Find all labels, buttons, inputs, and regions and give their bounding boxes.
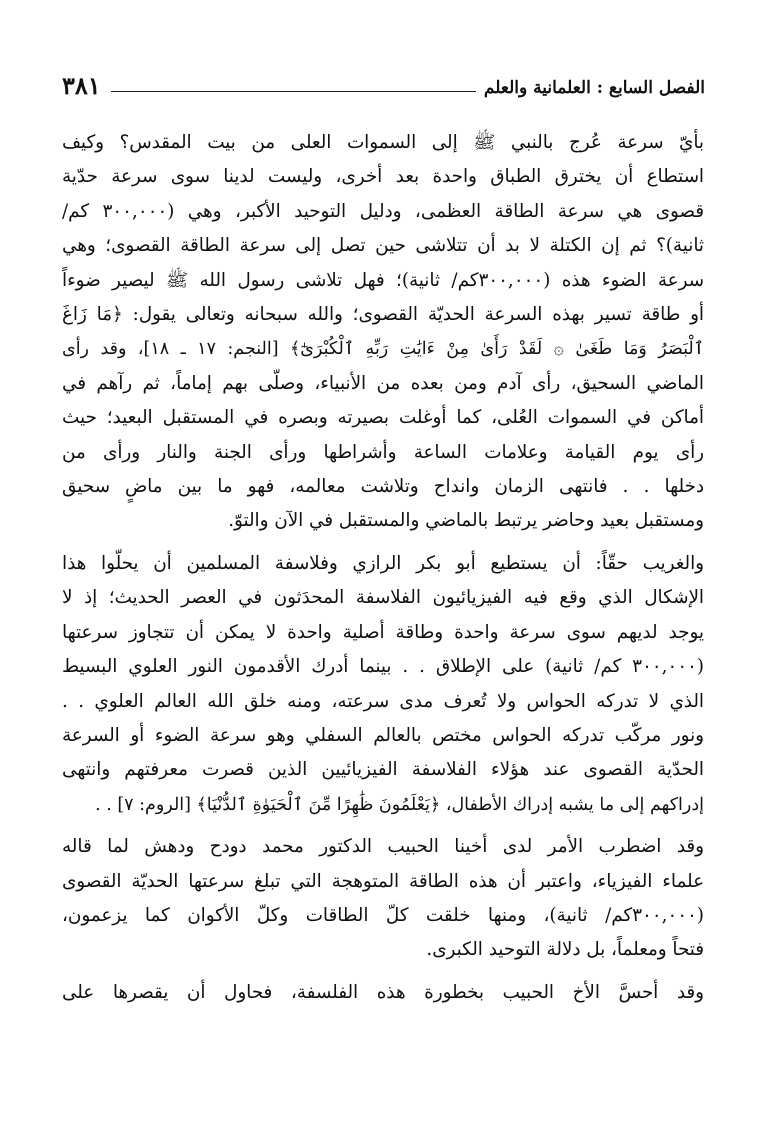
text-line: والغريب حقّاً: أن يستطيع أبو بكر الرازي وفلاسفة المسلمين أن يحلّوا هذا (62, 552, 704, 574)
text-line: وقد أحسَّ الأخ الحبيب بخطورة هذه الفلسفة، فحاول أن يقصرها على (62, 981, 704, 1003)
text-line: دخلها . . فانتهى الزمان وانداح وتلاشت معالمه، فهو ما بين ماضٍ سحيق (62, 476, 704, 498)
text-line: أو طاقة تسير بهذه السرعة الحديّة القصوى؛ والله سبحانه وتعالى يقول: ﴿مَا زَاغَ (62, 304, 704, 326)
text-line: وقد اضطرب الأمر لدى أخينا الحبيب الدكتور محمد دودح ودهش لما قاله (62, 836, 704, 858)
text-line: أماكن في السموات العُلى، كما أوغلت بصيرته وبصره في المستقبل البعيد؛ حيث (62, 407, 704, 429)
text-line: الذي لا تدركه الحواس ولا تُعرف مدى سرعته، ومنه خلق الله العالم العلوي . . (62, 690, 704, 712)
text-line: رأى يوم القيامة وعلامات الساعة وأشراطها ورأى الجنة والنار ورأى من (62, 441, 704, 463)
quran-verse-line: ٱلْبَصَرُ وَمَا طَغَىٰ ۞ لَقَدْ رَأَىٰ مِنْ ءَايَٰتِ رَبِّهِ ٱلْكُبْرَىٰٓ﴾ [النجم: ١٧ ـ ١٨]، وقد رأى (62, 339, 704, 360)
text-line: استطاع أن يخترق الطباق واحدة بعد أخرى، وليست لدينا سوى سرعة حدّية (62, 166, 704, 188)
paragraph (62, 547, 704, 822)
header-rule (111, 91, 476, 92)
text-line: سرعة الضوء هذه (٣٠٠,٠٠٠كم/ ثانية)؛ فهل تلاشى رسول الله ﷺ ليصير ضوءاً (62, 269, 704, 291)
text-line: ونور مركّب تدركه الحواس مختص بالعالم السفلي وهو سرعة الضوء أو السرعة (62, 724, 704, 746)
paragraph (62, 126, 704, 539)
quran-verse-line: إدراكهم إلى ما يشبه إدراك الأطفال، ﴿يَعْلَمُونَ ظَٰهِرًا مِّنَ ٱلْحَيَوٰةِ ٱلدُّنْيَا﴾ [الروم: ٧] . . (95, 794, 704, 815)
text-line: الإشكال الذي وقع فيه الفيزيائيون الفلاسفة المحدَثون في العصر الحديث؛ إذ لا (62, 587, 704, 609)
text-line: الماضي السحيق، رأى آدم ومن بعده من الأنبياء، وصلّى بهم إماماً، ثم رآهم في (62, 372, 704, 394)
text-line: ومستقبل بعيد وحاضر يرتبط بالماضي والمستقبل في الآن والتوّ. (228, 510, 704, 532)
paragraph (62, 830, 704, 968)
text-line: (٣٠٠,٠٠٠كم/ ثانية)، ومنها خلقت كلّ الطاقات وكلّ الأكوان كما يزعمون، (62, 904, 704, 926)
text-line: ثانية)؟ ثم إن الكتلة لا بد أن تتلاشى حين تصل إلى سرعة الطاقة القصوى؛ وهي (62, 235, 704, 257)
text-line: (٣٠٠,٠٠٠ كم/ ثانية) على الإطلاق . . بينما أدرك الأقدمون النور العلوي البسيط (62, 656, 704, 678)
running-header (62, 64, 705, 98)
text-line: الحدّية القصوى عند هؤلاء الفلاسفة الفيزيائيين الذين قصرت معرفتهم وانتهى (62, 759, 704, 781)
chapter-title: الفصل السابع : العلمانية والعلم (483, 78, 705, 98)
page-number: ٣٨١ (62, 71, 101, 100)
text-line: يوجد لديهم سوى سرعة واحدة وطاقة أصلية واحدة لا يمكن أن تتجاوز سرعتها (62, 621, 704, 643)
text-line: قصوى هي سرعة الطاقة العظمى، ودليل التوحيد الأكبر، وهي (٣٠٠,٠٠٠ كم/ (62, 200, 704, 222)
text-line: فتحاً ومعلماً، بل دلالة التوحيد الكبرى. (426, 939, 704, 961)
page-body (62, 126, 704, 1010)
paragraph (62, 976, 704, 1010)
text-line: بأيّ سرعة عُرج بالنبي ﷺ إلى السموات العلى من بيت المقدس؟ وكيف (62, 132, 704, 153)
text-line: علماء الفيزياء، واعتبر أن هذه الطاقة المتوهجة التي تبلغ سرعتها الحديّة القصوى (62, 870, 704, 892)
